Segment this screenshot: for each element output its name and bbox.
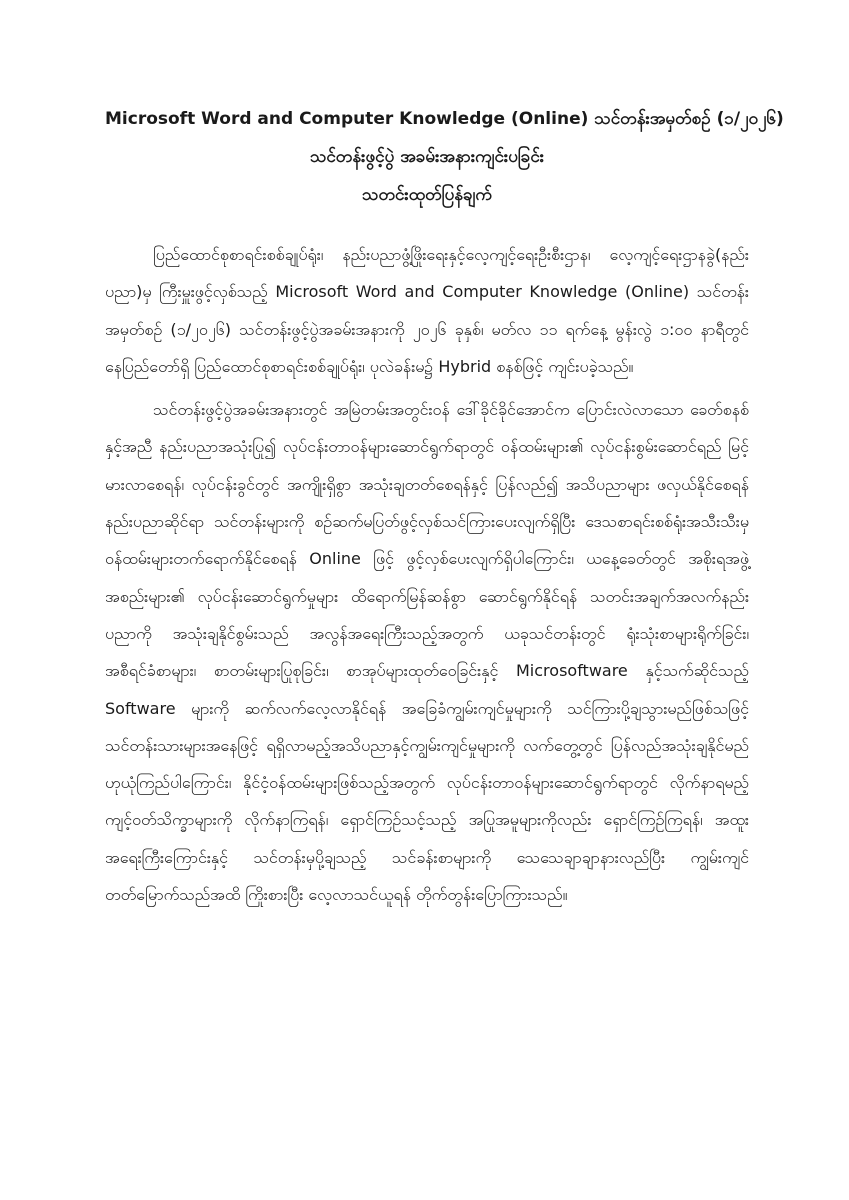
title-block xyxy=(105,100,784,214)
paragraph-speech: သင်တန်းဖွင့်ပွဲအခမ်းအနားတွင် အမြဲတမ်းအတွင်းဝန် ဒေါ်ခိုင်ခိုင်အောင်က ပြောင်းလဲလာသော ခေတ်စနစ်နှင့်အညီ နည်းပညာအသုံးပြု၍ လုပ်ငန်းတာဝန်များဆောင်ရွက်ရာတွင် ဝန်ထမ်းများ၏ လုပ်ငန်းစွမ်းဆောင်ရည် မြင့်မားလာစေရန်၊ လုပ်ငန်းခွင်တွင် အကျိုးရှိစွာ အသုံးချတတ်စေရန်နှင့် ပြန်လည်၍ အသိပညာများ ဖလှယ်နိုင်စေရန် နည်းပညာဆိုင်ရာ သင်တန်းများကို စဉ်ဆက်မပြတ်ဖွင့်လှစ်သင်ကြားပေးလျက်ရှိပြီး ဒေသစာရင်းစစ်ရုံးအသီးသီးမှ ဝန်ထမ်းများတက်ရောက်နိုင်စေရန် Online ဖြင့် ဖွင့်လှစ်ပေးလျက်ရှိပါကြောင်း၊ ယနေ့ခေတ်တွင် အစိုးရအဖွဲ့အစည်းများ၏ လုပ်ငန်းဆောင်ရွက်မှုများ ထိရောက်မြန်ဆန်စွာ ဆောင်ရွက်နိုင်ရန် သတင်းအချက်အလက်နည်းပညာကို အသုံးချနိုင်စွမ်းသည် အလွန်အရေးကြီးသည့်အတွက် ယခုသင်တန်းတွင် ရုံးသုံးစာများရိုက်ခြင်း၊ အစီရင်ခံစာများ၊ စာတမ်းများပြုစုခြင်း၊ စာအုပ်များထုတ်ဝေခြင်းနှင့် Microsoftware နှင့်သက်ဆိုင်သည့် Software များကို ဆက်လက်လေ့လာနိုင်ရန် အခြေခံကျွမ်းကျင်မှုများကို သင်ကြားပို့ချသွားမည်ဖြစ်သဖြင့် သင်တန်းသားများအနေဖြင့် ရရှိလာမည့်အသိပညာနှင့်ကျွမ်းကျင်မှုများကို လက်တွေ့တွင် ပြန်လည်အသုံးချနိုင်မည်ဟုယုံကြည်ပါကြောင်း၊ နိုင်ငံ့ဝန်ထမ်းများဖြစ်သည့်အတွက် လုပ်ငန်းတာဝန်များဆောင်ရွက်ရာတွင် လိုက်နာရမည့်ကျင့်ဝတ်သိက္ခာများကို လိုက်နာကြရန်၊ ရှောင်ကြဉ်သင့်သည့် အပြုအမူများကိုလည်း ရှောင်ကြဉ်ကြရန်၊ အထူးအရေးကြီးကြောင်းနှင့် သင်တန်းမှပို့ချသည့် သင်ခန်းစာများကို သေသေချာချာနားလည်ပြီး ကျွမ်းကျင်တတ်မြောက်သည်အထိ ကြိုးစားပြီး လေ့လာသင်ယူရန် တိုက်တွန်းပြောကြားသည်။ xyxy=(105,400,749,905)
paragraph-intro: ပြည်ထောင်စုစာရင်းစစ်ချုပ်ရုံး၊ နည်းပညာဖွံ့ဖြိုးရေးနှင့်လေ့ကျင့်ရေးဦးစီးဌာန၊ လေ့ကျင့်ရေးဌာနခွဲ(နည်းပညာ)မှ ကြီးမှူးဖွင့်လှစ်သည့် Microsoft Word and Computer Knowledge (Online) သင်တန်းအမှတ်စဉ် (၁/၂၀၂၆) သင်တန်းဖွင့်ပွဲအခမ်းအနားကို ၂၀၂၆ ခုနှစ်၊ မတ်လ ၁၁ ရက်နေ့ မွန်းလွဲ ၁:၀၀ နာရီတွင် နေပြည်တော်ရှိ ပြည်ထောင်စုစာရင်းစစ်ချုပ်ရုံး၊ ပုလဲခန်းမ၌ Hybrid စနစ်ဖြင့် ကျင်းပခဲ့သည်။ xyxy=(105,245,750,376)
ceremony-title: သင်တန်းဖွင့်ပွဲ အခမ်းအနားကျင်းပခြင်း xyxy=(309,147,545,167)
course-title: Microsoft Word and Computer Knowledge (Online) သင်တန်းအမှတ်စဉ် (၁/၂၀၂၆) xyxy=(105,109,784,129)
press-release-title: သတင်းထုတ်ပြန်ချက် xyxy=(362,185,492,205)
